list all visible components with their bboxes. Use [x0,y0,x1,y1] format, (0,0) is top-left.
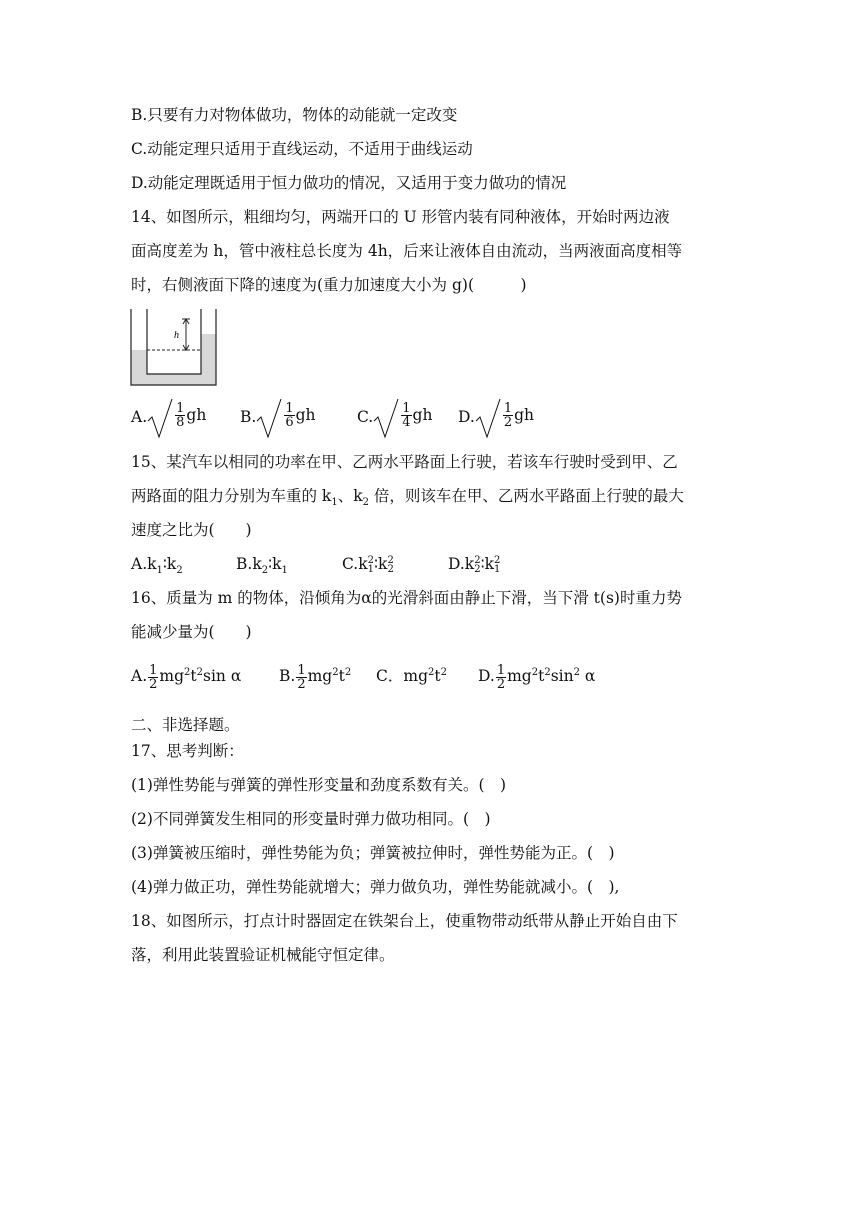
q15-option-c: C.k 2 1 ∶k 2 2 [342,555,394,575]
q15-stem-line2: 两路面的阻力分别为车重的 $k_1$、$k_2$ 倍，则该车在甲、乙两水平路面上行驶的最大 [131,487,684,509]
q16-option-a: A. $\frac{1}{2}$ $mg^2t^2\sin$ α [131,662,242,692]
q17-item-4: (4)弹力做正功，弹性势能就增大；弹力做负功，弹性势能就减小。( ), [131,878,620,896]
q18-stem-line2: 落，利用此装置验证机械能守恒定律。 [131,946,395,964]
q16-stem-line1: 16、质量为 m 的物体，沿倾角为α的光滑斜面由静止下滑，当下滑 t(s)时重力势 [131,589,682,607]
q16-stem-line2: 能减少量为( ) [131,623,252,641]
q14-stem-line3: 时，右侧液面下降的速度为(重力加速度大小为 g)( ) [131,276,527,294]
q14-option-b: B. $\frac{1}{6}$ gh [240,397,316,439]
section-heading: 二、非选择题。 [131,716,240,734]
q17-item-3: (3)弹簧被压缩时，弹性势能为负；弹簧被拉伸时，弹性势能为正。( ) [131,844,615,862]
q13-option-d: D.动能定理既适用于恒力做功的情况，又适用于变力做功的情况 [131,174,567,192]
q13-option-c: C.动能定理只适用于直线运动，不适用于曲线运动 [131,140,473,158]
q15-stem-line1: 15、某汽车以相同的功率在甲、乙两水平路面上行驶，若该车行驶时受到甲、乙 [131,453,678,471]
q14-option-a: A. $\frac{1}{8}$ gh [131,397,206,439]
q15-option-b: $B.k_2∶k_1$ [236,555,288,577]
q15-option-a: $A.k_1∶k_2$ [131,555,183,577]
height-label: h [174,330,179,341]
u-tube-figure [130,309,220,386]
q14-stem-line2: 面高度差为 h，管中液柱总长度为 4h，后来让液体自由流动，当两液面高度相等 [131,242,683,260]
q16-option-d: D. $\frac{1}{2}$ $mg^2t^2\sin^2$ α [478,662,596,692]
q15-option-d: D.k 2 2 ∶k 2 1 [448,555,501,575]
q14-stem-line1: 14、如图所示，粗细均匀，两端开口的 U 形管内装有同种液体，开始时两边液 [131,208,670,226]
q17-stem: 17、思考判断： [131,742,244,760]
q15-stem-line3: 速度之比为( ) [131,521,252,539]
q14-option-c: C. $\frac{1}{4}$ gh [357,397,432,439]
q16-option-c: C．$mg^2t^2$ [376,667,447,686]
q17-item-2: (2)不同弹簧发生相同的形变量时弹力做功相同。( ) [131,810,491,828]
q17-item-1: (1)弹性势能与弹簧的弹性形变量和劲度系数有关。( ) [131,776,507,794]
q14-option-d: D. $\frac{1}{2}$ gh [458,397,534,439]
q13-option-b: B.只要有力对物体做功，物体的动能就一定改变 [131,106,458,124]
q18-stem-line1: 18、如图所示，打点计时器固定在铁架台上，使重物带动纸带从静止开始自由下 [131,912,678,930]
q16-option-b: B. $\frac{1}{2}$ $mg^2t^2$ [279,662,352,692]
